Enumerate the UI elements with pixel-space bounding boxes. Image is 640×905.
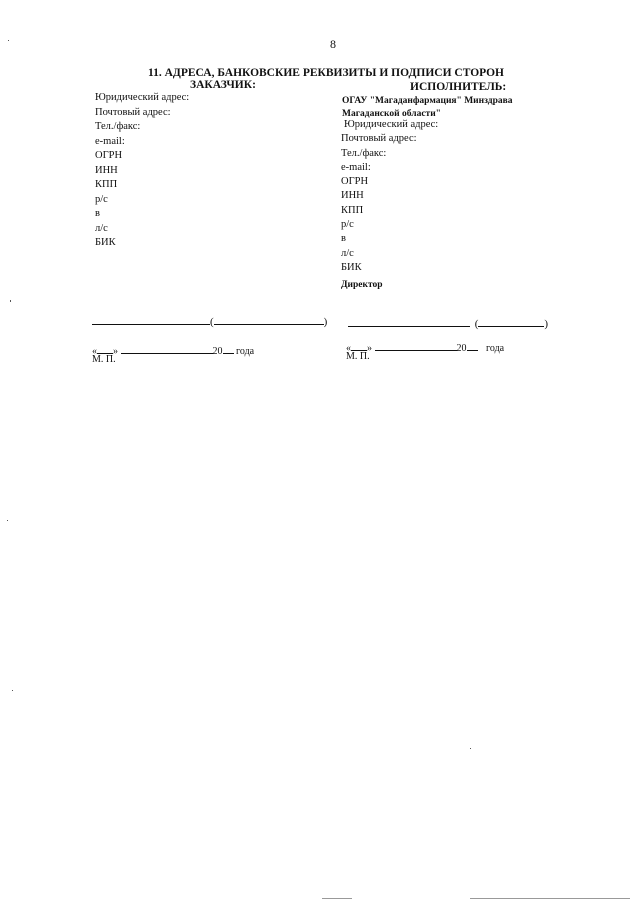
year-suffix: года [236, 346, 255, 357]
customer-inn: ИНН [95, 164, 118, 176]
customer-details [95, 91, 189, 251]
customer-signature-line [92, 314, 327, 328]
scan-edge [322, 898, 352, 899]
customer-bik: БИК [95, 237, 116, 248]
executor-details [341, 118, 438, 275]
customer-personal-account: л/с [95, 222, 108, 234]
open-paren: ( [210, 316, 214, 328]
customer-heading: ЗАКАЗЧИК: [190, 79, 256, 91]
executor-legal-address: Юридический адрес: [344, 119, 439, 130]
executor-heading: ИСПОЛНИТЕЛЬ: [410, 81, 507, 93]
month-blank [121, 343, 213, 354]
executor-inn: ИНН [341, 190, 364, 202]
close-paren: ) [323, 316, 328, 328]
executor-seal-placeholder: М. П. [346, 351, 370, 362]
customer-account: р/с [95, 193, 108, 205]
customer-ogrn: ОГРН [95, 150, 123, 161]
year-prefix: 20 [212, 346, 223, 357]
executor-phone-fax: Тел./факс: [341, 147, 387, 159]
month-blank [375, 340, 457, 351]
day-blank [351, 340, 367, 351]
executor-position: Директор [341, 280, 383, 290]
executor-account: р/с [341, 219, 354, 231]
executor-ogrn: ОГРН [341, 176, 369, 188]
scan-speck [470, 748, 471, 749]
executor-name-line1: ОГАУ "Магаданфармация" Минздрава [342, 96, 513, 106]
executor-kpp: КПП [341, 204, 364, 216]
year-prefix: 20 [456, 343, 467, 354]
day-blank [97, 343, 113, 354]
year-blank [223, 343, 234, 354]
year-suffix: года [486, 343, 505, 354]
executor-signature-line [348, 316, 548, 330]
customer-phone-fax: Тел./факс: [95, 121, 141, 132]
customer-date-line [92, 343, 254, 357]
name-blank [214, 314, 324, 325]
open-paren: ( [474, 318, 479, 330]
customer-legal-address: Юридический адрес: [95, 92, 190, 103]
scan-speck [7, 520, 8, 521]
quote-open: « [92, 346, 97, 357]
quote-open: « [346, 343, 351, 354]
scan-edge [470, 898, 630, 899]
executor-name-line2: Магаданской области" [342, 108, 441, 119]
customer-email: e-mail: [95, 135, 125, 147]
scan-speck [8, 40, 9, 41]
year-blank [467, 340, 478, 351]
close-paren: ) [544, 318, 549, 330]
signature-blank [92, 314, 210, 325]
scan-speck [10, 300, 11, 302]
executor-email: e-mail: [341, 161, 371, 173]
executor-date-line [346, 340, 504, 354]
customer-bank: в [95, 208, 100, 219]
executor-personal-account: л/с [341, 247, 354, 259]
section-title: 11. АДРЕСА, БАНКОВСКИЕ РЕКВИЗИТЫ И ПОДПИСИ СТОРОН [148, 67, 505, 79]
executor-name [342, 95, 513, 120]
executor-bank: в [341, 233, 346, 245]
executor-bik: БИК [341, 261, 362, 273]
customer-postal-address: Почтовый адрес: [95, 106, 171, 118]
customer-seal-placeholder: М. П. [92, 354, 116, 365]
signature-blank [348, 316, 470, 327]
scan-speck [12, 690, 13, 691]
quote-close: » [113, 346, 118, 357]
quote-close: » [367, 343, 372, 354]
executor-postal-address: Почтовый адрес: [341, 133, 417, 145]
page-number: 8 [330, 37, 336, 51]
name-blank [478, 316, 544, 327]
customer-kpp: КПП [95, 179, 118, 190]
